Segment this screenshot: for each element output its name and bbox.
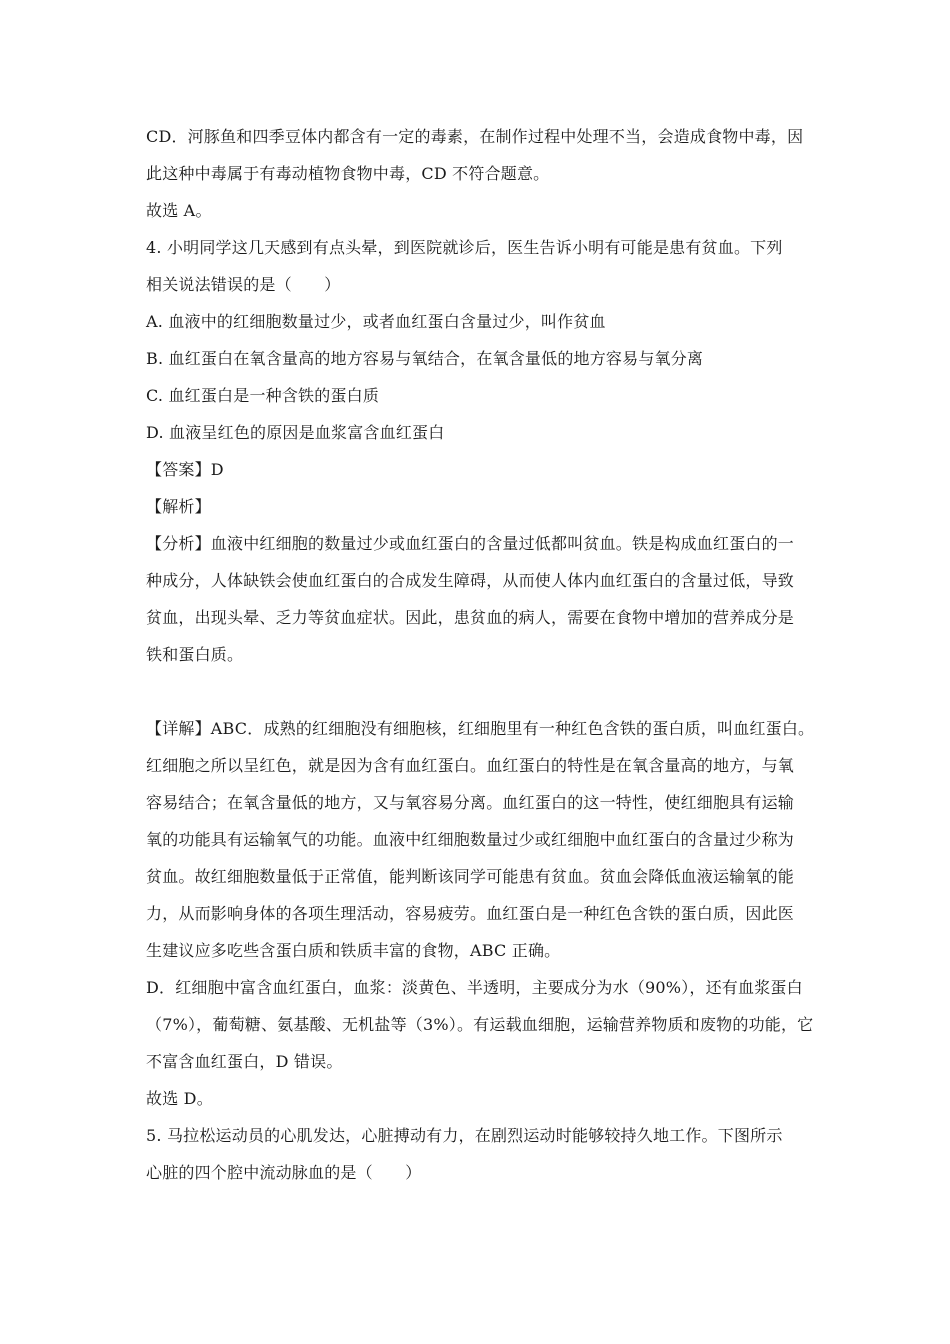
- detail-line: 不富含血红蛋白，D 错误。: [146, 1052, 343, 1071]
- detail-line: 容易结合；在氧含量低的地方，又与氧容易分离。血红蛋白的这一特性，使红细胞具有运输: [146, 793, 795, 812]
- text-line: 此这种中毒属于有毒动植物食物中毒，CD 不符合题意。: [146, 164, 550, 183]
- question-4-stem: 相关说法错误的是（ ）: [146, 275, 341, 294]
- option-a: A. 血液中的红细胞数量过少，或者血红蛋白含量过少，叫作贫血: [146, 312, 606, 331]
- option-d: D. 血液呈红色的原因是血浆富含血红蛋白: [146, 423, 445, 442]
- analysis-line: 种成分，人体缺铁会使血红蛋白的合成发生障碍，从而使人体内血红蛋白的含量过低，导致: [146, 571, 795, 590]
- question-5-stem: 心脏的四个腔中流动脉血的是（ ）: [146, 1163, 422, 1182]
- detail-line: D．红细胞中富含血红蛋白，血浆：淡黄色、半透明，主要成分为水（90%），还有血浆蛋白: [146, 978, 803, 997]
- document-content: [146, 118, 815, 1191]
- question-4-stem: 4. 小明同学这几天感到有点头晕，到医院就诊后，医生告诉小明有可能是患有贫血。下列: [146, 238, 783, 257]
- text-line: CD．河豚鱼和四季豆体内都含有一定的毒素，在制作过程中处理不当，会造成食物中毒，因: [146, 127, 804, 146]
- analysis-label: 【解析】: [146, 497, 211, 516]
- detail-line: 故选 D。: [146, 1089, 213, 1108]
- text-line: 故选 A。: [146, 201, 212, 220]
- option-c: C. 血红蛋白是一种含铁的蛋白质: [146, 386, 380, 405]
- detail-line: 【详解】ABC．成熟的红细胞没有细胞核，红细胞里有一种红色含铁的蛋白质，叫血红蛋白。: [146, 719, 815, 738]
- answer-line: 【答案】D: [146, 460, 224, 479]
- analysis-line: 铁和蛋白质。: [146, 645, 244, 664]
- paragraph-gap: [146, 673, 810, 710]
- question-5-stem: 5. 马拉松运动员的心肌发达，心脏搏动有力，在剧烈运动时能够较持久地工作。下图所示: [146, 1126, 783, 1145]
- detail-line: 贫血。故红细胞数量低于正常值，能判断该同学可能患有贫血。贫血会降低血液运输氧的能: [146, 867, 795, 886]
- detail-line: （7%），葡萄糖、氨基酸、无机盐等（3%）。有运载血细胞，运输营养物质和废物的功能，它: [146, 1015, 814, 1034]
- detail-line: 氧的功能具有运输氧气的功能。血液中红细胞数量过少或红细胞中血红蛋白的含量过少称为: [146, 830, 795, 849]
- detail-line: 红细胞之所以呈红色，就是因为含有血红蛋白。血红蛋白的特性是在氧含量高的地方，与氧: [146, 756, 795, 775]
- analysis-line: 贫血，出现头晕、乏力等贫血症状。因此，患贫血的病人，需要在食物中增加的营养成分是: [146, 608, 795, 627]
- option-b: B. 血红蛋白在氧含量高的地方容易与氧结合，在氧含量低的地方容易与氧分离: [146, 349, 704, 368]
- detail-line: 生建议应多吃些含蛋白质和铁质丰富的食物，ABC 正确。: [146, 941, 561, 960]
- analysis-line: 【分析】血液中红细胞的数量过少或血红蛋白的含量过低都叫贫血。铁是构成血红蛋白的一: [146, 534, 795, 553]
- detail-line: 力，从而影响身体的各项生理活动，容易疲劳。血红蛋白是一种红色含铁的蛋白质，因此医: [146, 904, 795, 923]
